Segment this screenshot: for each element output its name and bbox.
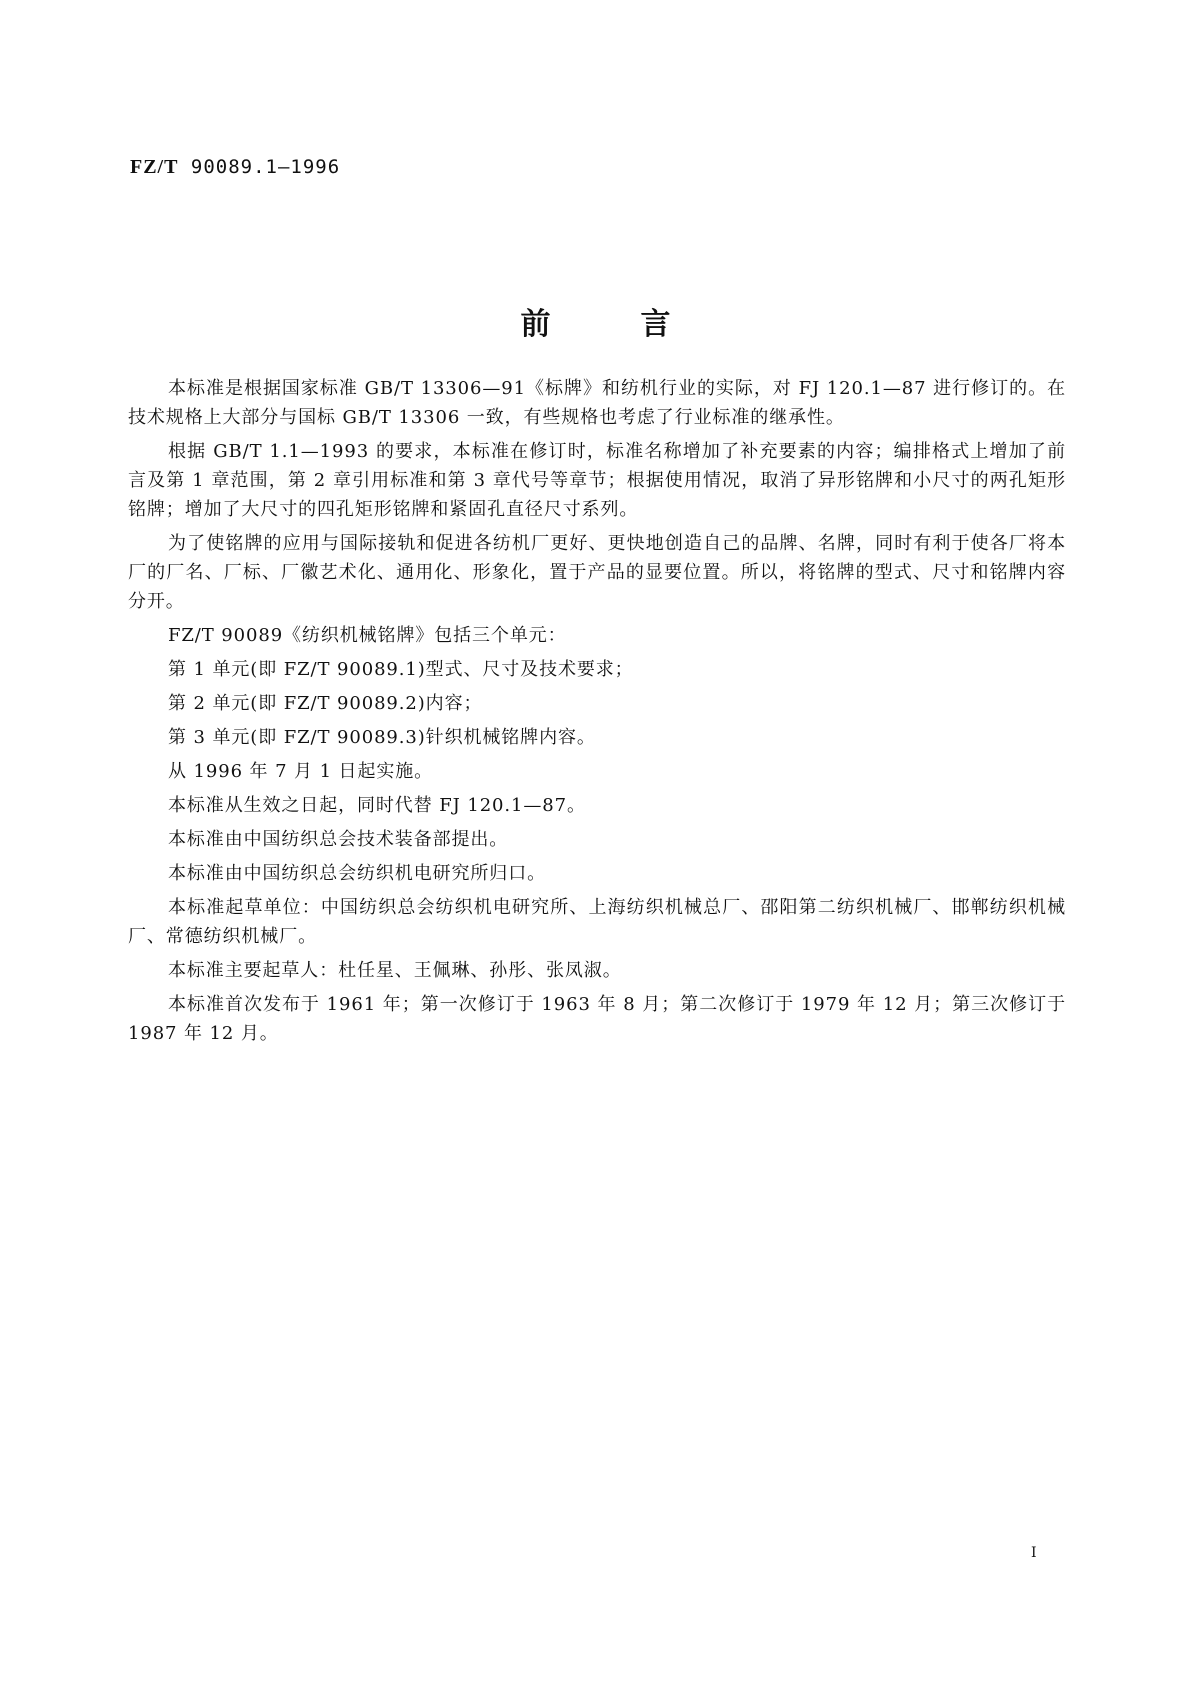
page-title: 前言 [520, 307, 761, 342]
paragraph: 从 1996 年 7 月 1 日起实施。 [168, 761, 434, 782]
paragraph: 根据 GB/T 1.1—1993 的要求，本标准在修订时，标准名称增加了补充要素的内容；编排格式上增加了前言及第 1 章范围，第 2 章引用标准和第 3 章代号等章节；根据使用情况，取消了异形铭牌和小尺寸的两孔矩形铭牌；增加了大尺寸的四孔矩形铭牌和紧固孔直径尺寸系列。 [128, 441, 1066, 520]
paragraph: 本标准从生效之日起，同时代替 FJ 120.1—87。 [168, 795, 586, 816]
standard-prefix: FZ/T [130, 156, 179, 178]
paragraph: 本标准由中国纺织总会纺织机电研究所归口。 [168, 863, 546, 884]
paragraph: 第 3 单元(即 FZ/T 90089.3)针织机械铭牌内容。 [168, 727, 596, 748]
page-number: I [1031, 1545, 1037, 1561]
paragraph: 本标准首次发布于 1961 年；第一次修订于 1963 年 8 月；第二次修订于 1979 年 12 月；第三次修订于 1987 年 12 月。 [128, 994, 1066, 1044]
paragraph: 本标准由中国纺织总会技术装备部提出。 [168, 829, 509, 850]
foreword-body [128, 374, 1066, 1053]
standard-number: 90089.1—1996 [190, 156, 341, 178]
paragraph: FZ/T 90089《纺织机械铭牌》包括三个单元： [168, 625, 567, 646]
paragraph: 第 1 单元(即 FZ/T 90089.1)型式、尺寸及技术要求； [168, 659, 634, 680]
paragraph: 本标准主要起草人：杜任星、王佩琳、孙彤、张凤淑。 [168, 960, 622, 981]
standard-code [130, 156, 340, 179]
paragraph: 本标准是根据国家标准 GB/T 13306—91《标牌》和纺机行业的实际，对 FJ 120.1—87 进行修订的。在技术规格上大部分与国标 GB/T 13306 一致，有些规格也考虑了行业标准的继承性。 [128, 378, 1066, 428]
paragraph: 本标准起草单位：中国纺织总会纺织机电研究所、上海纺织机械总厂、邵阳第二纺织机械厂、邯郸纺织机械厂、常德纺织机械厂。 [128, 897, 1066, 947]
paragraph: 第 2 单元(即 FZ/T 90089.2)内容； [168, 693, 483, 714]
paragraph: 为了使铭牌的应用与国际接轨和促进各纺机厂更好、更快地创造自己的品牌、名牌，同时有利于使各厂将本厂的厂名、厂标、厂徽艺术化、通用化、形象化，置于产品的显要位置。所以，将铭牌的型式、尺寸和铭牌内容分开。 [128, 533, 1066, 612]
